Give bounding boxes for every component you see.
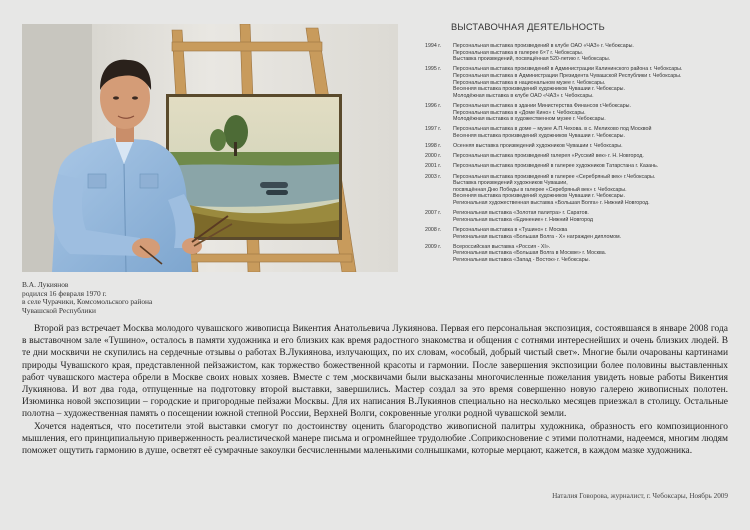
- exhibition-entry: [425, 210, 743, 223]
- exhibition-year: 1995 г.: [425, 66, 442, 73]
- exhibition-entry: [425, 227, 743, 240]
- exhibition-year: 2001 г.: [425, 163, 442, 170]
- exhibition-lines: [453, 227, 621, 240]
- exhibition-lines: [453, 66, 682, 99]
- exhibition-year: 1994 г.: [425, 43, 442, 49]
- exhibition-line: посвящённая Дню Победы в галерее «Серебряный век» г. Чебоксары.: [453, 186, 627, 193]
- exhibition-line: Весенняя выставка произведений художников Чувашии г. Чебоксары.: [453, 86, 625, 93]
- exhibition-line: Осенняя выставка произведений художников Чувашии г. Чебоксары.: [453, 143, 623, 150]
- exhibition-year: 2009 г.: [425, 243, 442, 250]
- exhibition-entry: [425, 143, 743, 150]
- article-paragraph: Хочется надеяться, что посетители этой выставки смогут по достоинству оценить благородство живописной палитры художника, образность его композиционного мышления, его принципиальную приверженность реалистической манере письма и огромнейшее трудолюбие .Соприкосновение с этими полотнами, надеемся, многим людям поможет ощутить гармонию в душе, осветят её сумрачные закоулки бесчисленными маленькими солнышками, которые мерцают, кажется, в каждом мазке художника.: [22, 421, 728, 457]
- exhibition-lines: [453, 43, 634, 63]
- exhibition-lines: [453, 126, 651, 139]
- exhibition-line: Персональная выставка в здании Министерства Финансов г.Чебоксары.: [453, 102, 631, 109]
- exhibition-lines: [453, 143, 623, 150]
- exhibition-line: Молодёжная выставка в клубе ОАО «ЧАЗ» г. Чебоксары.: [453, 92, 594, 99]
- exhibition-line: Персональная выставка в галерее 6×7 г. Чебоксары.: [453, 49, 584, 56]
- exhibition-lines: [453, 103, 631, 123]
- exhibition-line: Персональная выставка произведений в галерее художников Татарстана г. Казань.: [453, 163, 659, 170]
- exhibition-lines: [453, 163, 658, 170]
- exhibition-line: Весенняя выставка произведений художников Чувашии г. Чебоксары.: [453, 132, 625, 139]
- artist-birth-date: родился 16 февраля 1970 г.: [22, 288, 107, 298]
- exhibition-line: Весенняя выставка произведений художников Чувашии г. Чебоксары.: [453, 193, 625, 200]
- exhibition-line: Персональная выставка в национальном музее г. Чебоксары.: [453, 79, 606, 86]
- artist-name: В.А. Лукиянов: [22, 280, 69, 289]
- exhibition-entry: [425, 43, 743, 63]
- exhibition-line: Персональная выставка произведений галерея «Русский век» г. Н. Новгород.: [453, 153, 644, 160]
- exhibition-line: Региональная выставка «Запад - Восток» г. Чебоксары.: [453, 256, 590, 263]
- exhibition-lines: [453, 174, 655, 207]
- artist-birth-place: в селе Чурачики, Комсомольского района: [22, 297, 153, 307]
- exhibition-lines: [453, 153, 644, 160]
- artist-republic: Чувашской Республики: [22, 305, 96, 315]
- exhibition-line: Региональная выставка «Единение» г. Нижний Новгород: [453, 216, 593, 223]
- exhibition-line: Региональная выставка «Большая Волга в Москве» г. Москва.: [453, 250, 607, 257]
- exhibition-line: Региональная художественная выставка «Большая Волга» г. Нижний Новгород.: [453, 200, 650, 207]
- exhibition-entry: [425, 103, 743, 123]
- exhibition-entry: [425, 66, 743, 99]
- exhibition-lines: [453, 210, 593, 223]
- exhibition-line: Персональная выставка в Администрации Президента Чувашской Республики г. Чебоксары.: [453, 72, 682, 79]
- author-signature: Наталия Говорова, журналист, г. Чебоксары, Ноябрь 2009: [552, 492, 728, 500]
- exhibition-entry: [425, 174, 743, 207]
- exhibition-entry: [425, 244, 743, 264]
- exhibition-entry: [425, 163, 743, 170]
- exhibition-entry: [425, 126, 743, 139]
- exhibition-year: 2000 г.: [425, 153, 442, 160]
- exhibition-year: 2007 г.: [425, 210, 442, 217]
- artist-photo: [22, 24, 398, 272]
- article-body: [22, 323, 728, 457]
- exhibition-line: Всероссийская выставка «Россия - XI».: [453, 243, 551, 250]
- exhibition-year: 1996 г.: [425, 102, 442, 109]
- exhibition-lines: [453, 244, 606, 264]
- artist-caption: [22, 281, 152, 315]
- exhibition-line: Выставка произведений художников Чувашии,: [453, 180, 568, 187]
- exhibition-line: Персональная выставка произведений в Администрации Калининского района г. Чебоксары.: [453, 66, 683, 73]
- exhibition-line: Персональная выставка в «Тушино» г. Москва: [453, 227, 568, 233]
- exhibition-line: Персональная выставка в «Доме Кино» г. Чебоксары.: [453, 109, 586, 116]
- exhibition-entry: [425, 153, 743, 160]
- exhibition-line: Выставка произведений, посвящённая 520-летию г. Чебоксары.: [453, 56, 611, 63]
- article-paragraph: Второй раз встречает Москва молодого чувашского живописца Викентия Анатольевича Лукиянова. Первая его персональная экспозиция, состоявшаяся в январе 2008 года в выставочном зале «Тушино», осталось в памяти художника и его близких как время радостного знакомства и общения с сотнями интереснейших и очень близких людей. В те дни москвичи не скупились на сердечные отзывы о работах В.Лукиянова, излучающих, по их словам, «особый, добрый чистый свет». Многие были очарованы картинами природы Чувашского края, представленной пейзажистом, как торжество божественной красоты и гармонии. После завершения экспозиции более половины выставленных работ чувашского мастера обрели в Москве своих новых хозяев. Вместе с тем ,москвичами были высказаны многочисленные пожелания увидеть новые работы Викентия Лукиянова. И вот два года, отпущенные на подготовку второй выставки, завершились. Мастер создал за это время совершенно новую галерею живописных полотен. Изюминка новой экспозиции – городские и пригородные пейзажи Москвы. Для их написания В.Лукиянов специально на несколько месяцев приезжал в столицу. Остальные полотна – художественная память о посещении южной степной России, Верхней Волги, сокровенные уголки родной чувашской земли.: [22, 324, 728, 420]
- exhibition-line: Персональная выставка в доме – музее А.П.Чехова. в с. Мелихово под Москвой: [453, 126, 652, 133]
- exhibition-line: Персональная выставка произведений в галерее «Серебряный век» г.Чебоксары.: [453, 173, 656, 180]
- exhibition-line: Региональная выставка «Золотая палитра» г. Саратов.: [453, 210, 589, 217]
- exhibitions-title: ВЫСТАВОЧНАЯ ДЕЯТЕЛЬНОСТЬ: [451, 22, 605, 32]
- exhibition-line: Персональная выставка произведений в клубе ОАО «ЧАЗ» г. Чебоксары.: [453, 43, 634, 49]
- exhibition-line: Региональная выставка «Большая Волга - X» награжден дипломом.: [453, 233, 622, 240]
- exhibition-year: 1998 г.: [425, 143, 442, 150]
- exhibition-line: Молодёжная выставка в художественном музее г. Чебоксары.: [453, 116, 606, 123]
- exhibition-year: 2003 г.: [425, 173, 442, 180]
- exhibition-year: 2008 г.: [425, 227, 442, 233]
- artist-with-painting-illustration: [22, 24, 398, 272]
- exhibition-year: 1997 г.: [425, 126, 442, 133]
- exhibitions-list: [425, 43, 743, 267]
